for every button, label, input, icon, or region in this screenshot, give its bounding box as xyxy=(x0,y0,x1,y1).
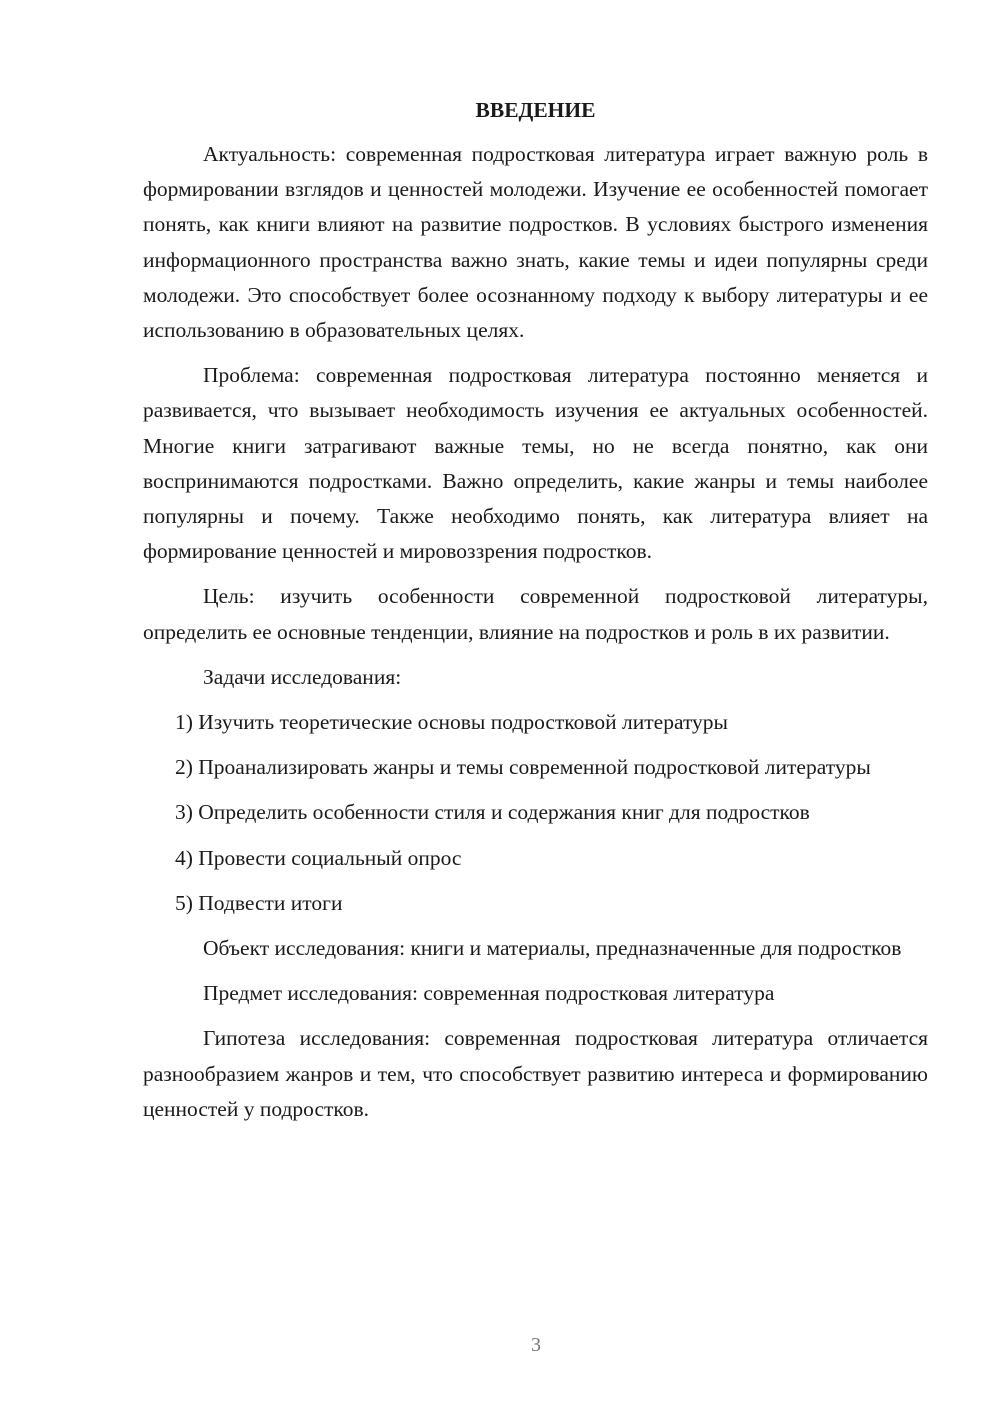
problem-paragraph: Проблема: современная подростковая литература постоянно меняется и развивается, что вызывает необходимость изучения ее актуальных особенностей. Многие книги затрагивают важные темы, но не всегда понятно, как они воспринимаются подростками. Важно определить, какие жанры и темы наиболее популярны и почему. Также необходимо понять, как литература влияет на формирование ценностей и мировоззрения подростков. xyxy=(143,363,928,564)
subject-paragraph: Предмет исследования: современная подростковая литература xyxy=(203,981,775,1006)
task-item-4: 4) Провести социальный опрос xyxy=(175,845,462,870)
task-item-5: 5) Подвести итоги xyxy=(175,890,343,915)
section-heading: ВВЕДЕНИЕ xyxy=(475,98,596,122)
relevance-paragraph: Актуальность: современная подростковая литература играет важную роль в формировании взглядов и ценностей молодежи. Изучение ее особенностей помогает понять, как книги влияют на развитие подростков. В условиях быстрого изменения информационного пространства важно знать, какие темы и идеи популярны среди молодежи. Это способствует более осознанному подходу к выбору литературы и ее использованию в образовательных целях. xyxy=(143,142,928,343)
goal-paragraph: Цель: изучить особенности современной подростковой литературы, определить ее основные тенденции, влияние на подростков и роль в их развитии. xyxy=(143,584,928,644)
tasks-title: Задачи исследования: xyxy=(203,664,402,689)
task-item-3: 3) Определить особенности стиля и содержания книг для подростков xyxy=(175,800,810,825)
page-number: 3 xyxy=(531,1334,541,1356)
task-item-2: 2) Проанализировать жанры и темы современной подростковой литературы xyxy=(175,755,871,780)
task-item-1: 1) Изучить теоретические основы подростковой литературы xyxy=(175,710,728,735)
object-paragraph: Объект исследования: книги и материалы, предназначенные для подростков xyxy=(203,936,902,961)
hypothesis-paragraph: Гипотеза исследования: современная подростковая литература отличается разнообразием жанров и тем, что способствует развитию интереса и формированию ценностей у подростков. xyxy=(143,1026,928,1121)
page-content xyxy=(143,90,928,1137)
